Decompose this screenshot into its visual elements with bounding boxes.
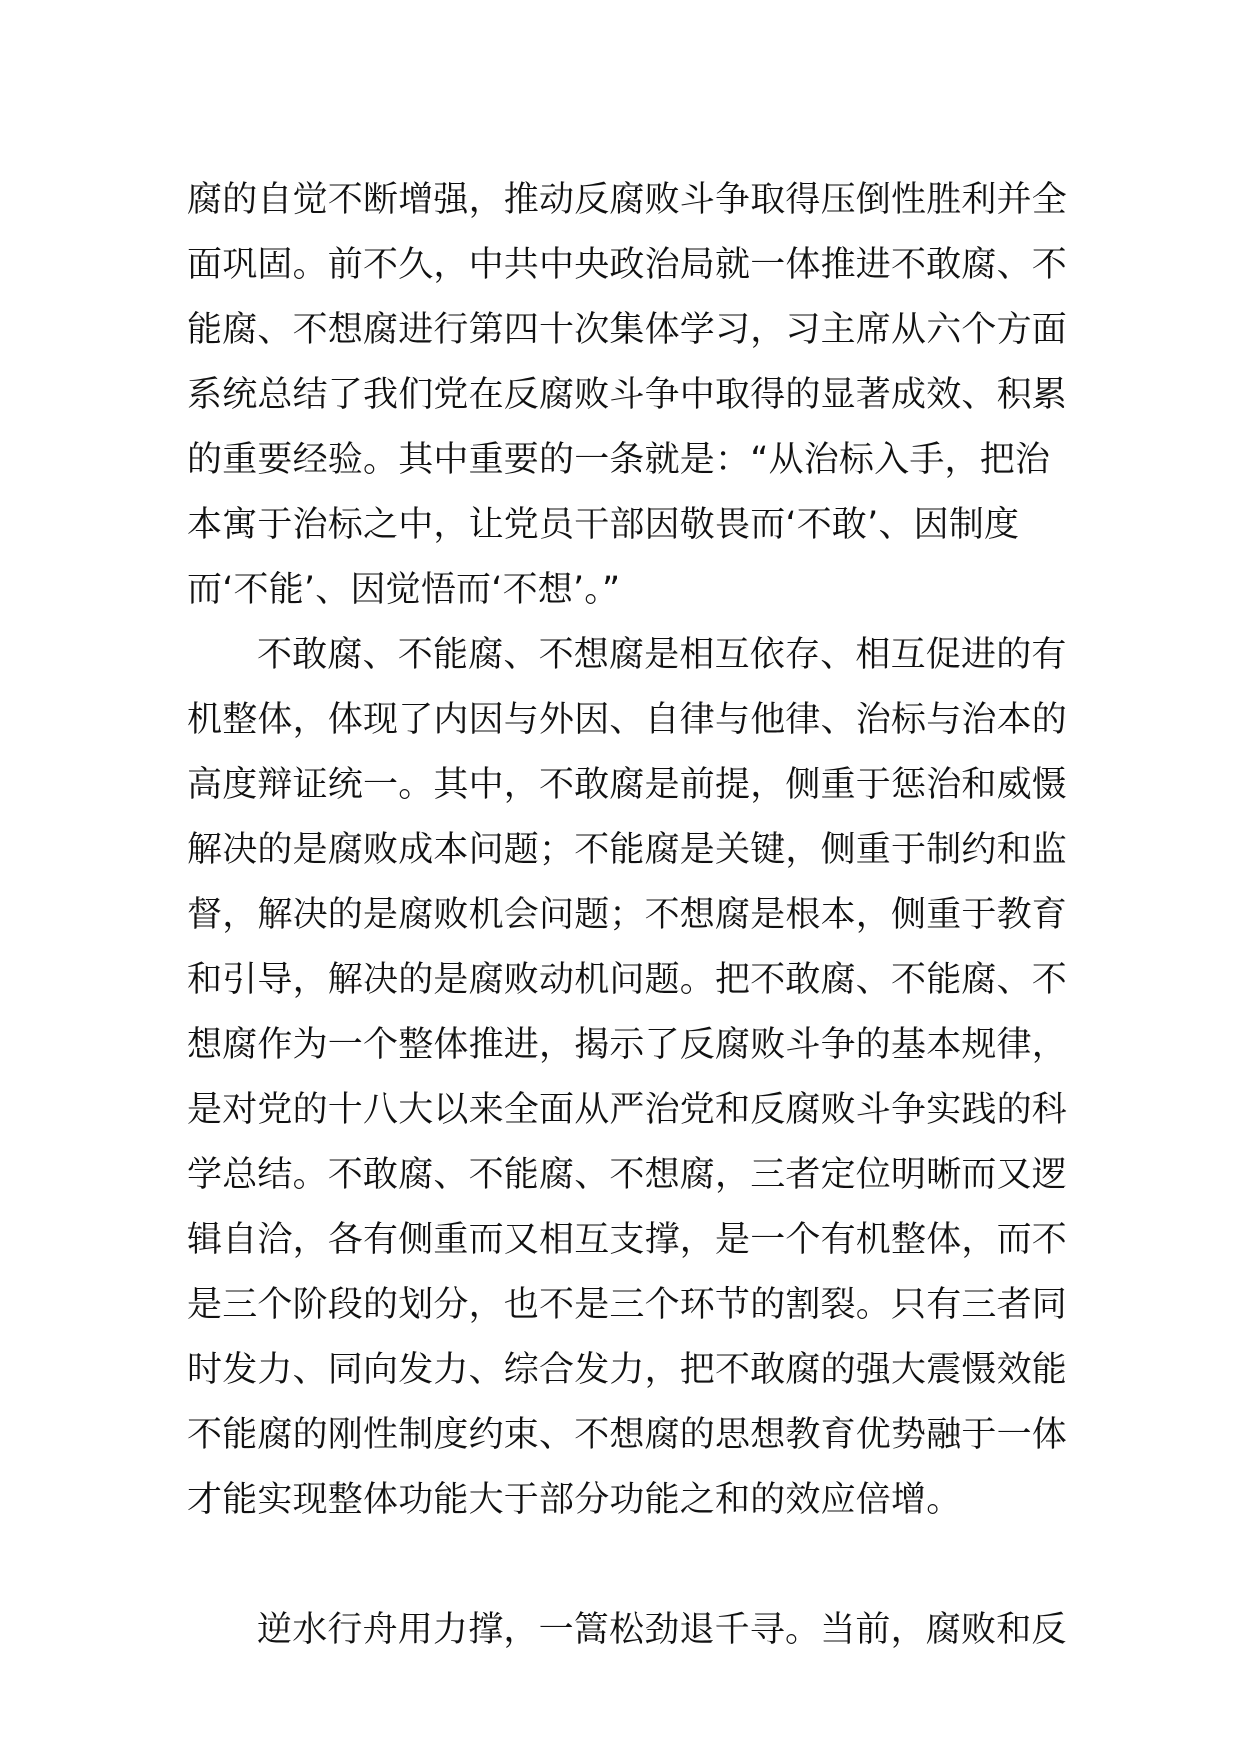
text-line: 机整体，体现了内因与外因、自律与他律、治标与治本的	[187, 700, 1068, 740]
text-line: 是对党的十八大以来全面从严治党和反腐败斗争实践的科	[187, 1090, 1068, 1130]
paragraph-first-line: 不敢腐、不能腐、不想腐是相互依存、相互促进的有	[257, 635, 1067, 675]
paragraph-first-line: 逆水行舟用力撑，一篙松劲退千寻。当前，腐败和反	[257, 1610, 1067, 1650]
text-line: 面巩固。前不久，中共中央政治局就一体推进不敢腐、不	[187, 245, 1068, 285]
text-line: 腐的自觉不断增强，推动反腐败斗争取得压倒性胜利并全	[187, 180, 1068, 220]
body-text	[187, 168, 1068, 1663]
text-line: 高度辩证统一。其中，不敢腐是前提，侧重于惩治和威慑	[187, 765, 1068, 805]
text-line: 辑自洽，各有侧重而又相互支撑，是一个有机整体，而不	[187, 1220, 1068, 1260]
text-line: 解决的是腐败成本问题；不能腐是关键，侧重于制约和监	[187, 830, 1068, 870]
text-line: 不能腐的刚性制度约束、不想腐的思想教育优势融于一体	[187, 1415, 1068, 1455]
text-line	[187, 1533, 1057, 1598]
text-line: 时发力、同向发力、综合发力，把不敢腐的强大震慑效能	[187, 1350, 1068, 1390]
text-line: 督，解决的是腐败机会问题；不想腐是根本，侧重于教育	[187, 895, 1068, 935]
text-line: 的重要经验。其中重要的一条就是：“从治标入手，把治	[187, 440, 1051, 480]
text-line: 学总结。不敢腐、不能腐、不想腐，三者定位明晰而又逻	[187, 1155, 1068, 1195]
text-line: 和引导，解决的是腐败动机问题。把不敢腐、不能腐、不	[187, 960, 1068, 1000]
text-line: 才能实现整体功能大于部分功能之和的效应倍增。	[187, 1480, 962, 1520]
text-line: 系统总结了我们党在反腐败斗争中取得的显著成效、积累	[187, 375, 1068, 415]
text-line: 本寓于治标之中，让党员干部因敬畏而‘不敢’、因制度	[187, 505, 1020, 545]
text-line: 能腐、不想腐进行第四十次集体学习，习主席从六个方面	[187, 310, 1068, 350]
text-line: 而‘不能’、因觉悟而‘不想’。”	[187, 570, 621, 610]
text-line: 想腐作为一个整体推进，揭示了反腐败斗争的基本规律，	[187, 1025, 1068, 1065]
text-line: 是三个阶段的划分，也不是三个环节的割裂。只有三者同	[187, 1285, 1068, 1325]
